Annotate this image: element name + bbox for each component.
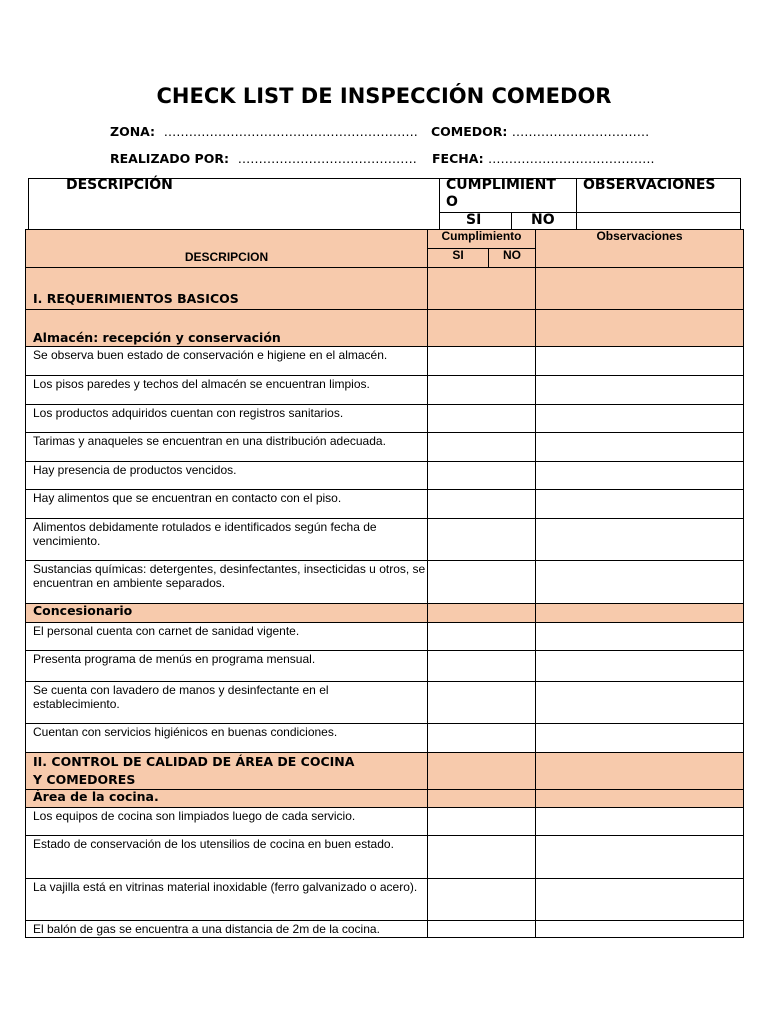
si-no-cell[interactable] bbox=[428, 561, 536, 604]
si-no-cell[interactable] bbox=[428, 682, 536, 724]
observations-cell[interactable] bbox=[536, 724, 744, 753]
table-row bbox=[26, 376, 744, 405]
section-row bbox=[26, 753, 744, 790]
si-no-cell[interactable] bbox=[428, 790, 536, 808]
zona-value: ……………………………………………………. bbox=[163, 124, 418, 139]
item-text: Los productos adquiridos cuentan con registros sanitarios. bbox=[26, 405, 428, 433]
header-descripcion: DESCRIPCION bbox=[26, 230, 428, 268]
realizado-field bbox=[110, 151, 417, 166]
observations-cell[interactable] bbox=[536, 268, 744, 310]
si-no-cell[interactable] bbox=[428, 490, 536, 519]
si-no-cell[interactable] bbox=[428, 753, 536, 790]
item-text: Sustancias químicas: detergentes, desinfectantes, insecticidas u otros, se encuentran en ambiente separados. bbox=[26, 561, 428, 604]
observations-cell[interactable] bbox=[536, 310, 744, 347]
item-text: Los equipos de cocina son limpiados luego de cada servicio. bbox=[26, 808, 428, 836]
subsection-title: Concesionario bbox=[26, 604, 428, 623]
top-header-no: NO bbox=[531, 212, 555, 228]
fecha-field bbox=[432, 151, 654, 166]
table-row bbox=[26, 836, 744, 879]
observations-cell[interactable] bbox=[536, 682, 744, 724]
si-no-cell[interactable] bbox=[428, 623, 536, 651]
observations-cell[interactable] bbox=[536, 376, 744, 405]
item-text: El balón de gas se encuentra a una distancia de 2m de la cocina. bbox=[26, 921, 428, 938]
item-text: El personal cuenta con carnet de sanidad vigente. bbox=[26, 623, 428, 651]
section-row bbox=[26, 604, 744, 623]
si-no-cell[interactable] bbox=[428, 268, 536, 310]
table-row bbox=[26, 623, 744, 651]
observations-cell[interactable] bbox=[536, 836, 744, 879]
item-text: Presenta programa de menús en programa mensual. bbox=[26, 651, 428, 682]
observations-cell[interactable] bbox=[536, 879, 744, 921]
observations-cell[interactable] bbox=[536, 651, 744, 682]
si-no-cell[interactable] bbox=[428, 921, 536, 938]
table-row bbox=[26, 724, 744, 753]
comedor-label: COMEDOR: bbox=[431, 124, 508, 139]
observations-cell[interactable] bbox=[536, 405, 744, 433]
table-header-row bbox=[26, 230, 744, 249]
si-no-cell[interactable] bbox=[428, 651, 536, 682]
zona-label: ZONA: bbox=[110, 124, 156, 139]
realizado-value: ……………………………………. bbox=[237, 151, 417, 166]
observations-cell[interactable] bbox=[536, 790, 744, 808]
si-no-cell[interactable] bbox=[428, 519, 536, 561]
observations-cell[interactable] bbox=[536, 604, 744, 623]
table-row bbox=[26, 808, 744, 836]
top-header-si: SI bbox=[466, 212, 482, 228]
top-header-descripcion: DESCRIPCIÓN bbox=[66, 177, 173, 193]
item-text: Tarimas y anaqueles se encuentran en una distribución adecuada. bbox=[26, 433, 428, 462]
section-row bbox=[26, 790, 744, 808]
si-no-cell[interactable] bbox=[428, 405, 536, 433]
header-observaciones: Observaciones bbox=[536, 230, 744, 268]
observations-cell[interactable] bbox=[536, 753, 744, 790]
observations-cell[interactable] bbox=[536, 623, 744, 651]
item-text: Los pisos paredes y techos del almacén se encuentran limpios. bbox=[26, 376, 428, 405]
observations-cell[interactable] bbox=[536, 561, 744, 604]
header-no: NO bbox=[489, 249, 536, 268]
item-text: Cuentan con servicios higiénicos en buenas condiciones. bbox=[26, 724, 428, 753]
section-row bbox=[26, 310, 744, 347]
table-row bbox=[26, 879, 744, 921]
observations-cell[interactable] bbox=[536, 921, 744, 938]
table-row bbox=[26, 682, 744, 724]
observations-cell[interactable] bbox=[536, 490, 744, 519]
comedor-value: …………………………… bbox=[511, 124, 650, 139]
observations-cell[interactable] bbox=[536, 462, 744, 490]
si-no-cell[interactable] bbox=[428, 604, 536, 623]
observations-cell[interactable] bbox=[536, 347, 744, 376]
item-text: Hay presencia de productos vencidos. bbox=[26, 462, 428, 490]
table-row bbox=[26, 561, 744, 604]
item-text: Se observa buen estado de conservación e higiene en el almacén. bbox=[26, 347, 428, 376]
top-header-observaciones: OBSERVACIONES bbox=[583, 177, 716, 193]
item-text: Se cuenta con lavadero de manos y desinfectante en el establecimiento. bbox=[26, 682, 428, 724]
item-text: Alimentos debidamente rotulados e identificados según fecha de vencimiento. bbox=[26, 519, 428, 561]
observations-cell[interactable] bbox=[536, 433, 744, 462]
page-title: CHECK LIST DE INSPECCIÓN COMEDOR bbox=[156, 84, 612, 108]
zona-field bbox=[110, 124, 418, 139]
table-row bbox=[26, 347, 744, 376]
table-row bbox=[26, 651, 744, 682]
header-si: SI bbox=[428, 249, 489, 268]
subsection-title: Área de la cocina. bbox=[26, 790, 428, 808]
si-no-cell[interactable] bbox=[428, 462, 536, 490]
table-row bbox=[26, 405, 744, 433]
top-header-cumplimiento: CUMPLIMIENT O bbox=[446, 177, 556, 210]
si-no-cell[interactable] bbox=[428, 724, 536, 753]
table-row bbox=[26, 462, 744, 490]
si-no-cell[interactable] bbox=[428, 879, 536, 921]
comedor-field bbox=[431, 124, 649, 139]
table-row bbox=[26, 490, 744, 519]
table-row bbox=[26, 921, 744, 938]
item-text: La vajilla está en vitrinas material inoxidable (ferro galvanizado o acero). bbox=[26, 879, 428, 921]
observations-cell[interactable] bbox=[536, 808, 744, 836]
table-row bbox=[26, 433, 744, 462]
si-no-cell[interactable] bbox=[428, 808, 536, 836]
si-no-cell[interactable] bbox=[428, 310, 536, 347]
observations-cell[interactable] bbox=[536, 519, 744, 561]
table-row bbox=[26, 519, 744, 561]
item-text: Hay alimentos que se encuentran en contacto con el piso. bbox=[26, 490, 428, 519]
section-title: I. REQUERIMIENTOS BASICOS bbox=[26, 268, 428, 310]
top-header-obs-sub-cell bbox=[576, 212, 741, 230]
subsection-title: Almacén: recepción y conservación bbox=[26, 310, 428, 347]
section-title: II. CONTROL DE CALIDAD DE ÁREA DE COCINA Y COMEDORES bbox=[26, 753, 428, 790]
si-no-cell[interactable] bbox=[428, 347, 536, 376]
realizado-label: REALIZADO POR: bbox=[110, 151, 229, 166]
si-no-cell[interactable] bbox=[428, 836, 536, 879]
si-no-cell[interactable] bbox=[428, 433, 536, 462]
checklist-table bbox=[25, 229, 744, 938]
header-cumplimiento: Cumplimiento bbox=[428, 230, 536, 249]
si-no-cell[interactable] bbox=[428, 376, 536, 405]
fecha-label: FECHA: bbox=[432, 151, 484, 166]
section-row bbox=[26, 268, 744, 310]
fecha-value: …………………………………. bbox=[487, 151, 655, 166]
item-text: Estado de conservación de los utensilios de cocina en buen estado. bbox=[26, 836, 428, 879]
